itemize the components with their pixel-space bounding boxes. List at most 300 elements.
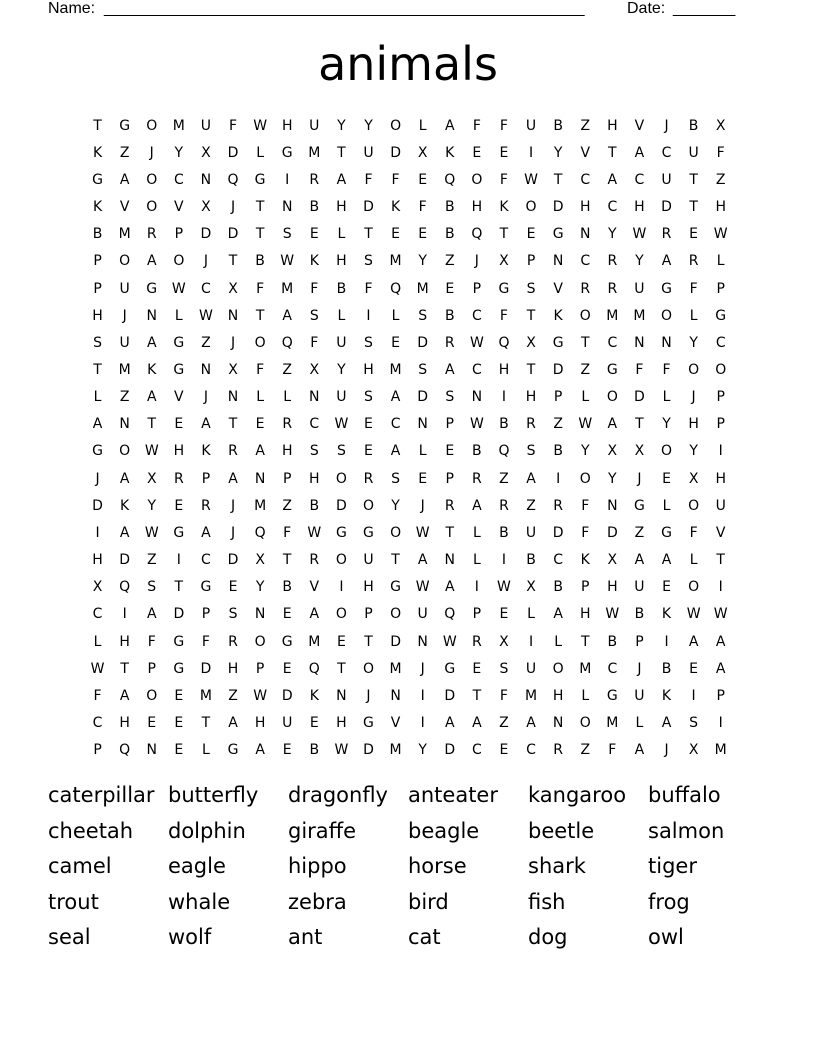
grid-letter: F bbox=[256, 361, 265, 378]
grid-letter: U bbox=[634, 687, 645, 704]
grid-letter: F bbox=[391, 171, 400, 188]
grid-letter: B bbox=[688, 117, 699, 134]
grid-letter: G bbox=[92, 171, 103, 188]
grid-letter: G bbox=[119, 117, 131, 134]
grid-letter: Q bbox=[498, 443, 510, 460]
grid-letter: V bbox=[174, 199, 184, 216]
grid-letter: O bbox=[552, 660, 564, 677]
grid-letter: G bbox=[606, 361, 618, 378]
grid-letter: J bbox=[95, 470, 100, 487]
grid-letter: D bbox=[444, 687, 456, 704]
grid-letter: W bbox=[144, 524, 159, 541]
grid-letter: H bbox=[715, 470, 726, 487]
grid-letter: N bbox=[579, 226, 591, 243]
grid-letter: H bbox=[173, 443, 185, 460]
grid-letter: M bbox=[389, 742, 402, 759]
grid-letter: G bbox=[552, 226, 564, 243]
grid-letter: E bbox=[418, 470, 428, 487]
grid-letter: D bbox=[390, 633, 401, 650]
grid-letter: T bbox=[201, 715, 211, 732]
grid-letter: L bbox=[472, 552, 481, 569]
grid-letter: L bbox=[581, 389, 590, 406]
grid-letter: O bbox=[173, 253, 185, 270]
grid-letter: L bbox=[283, 389, 292, 406]
grid-letter: O bbox=[390, 117, 402, 134]
grid-letter: L bbox=[716, 253, 725, 270]
grid-letter: D bbox=[227, 144, 239, 161]
grid-letter: W bbox=[415, 524, 430, 541]
grid-letter: B bbox=[444, 307, 455, 324]
grid-letter: M bbox=[714, 742, 727, 759]
grid-letter: L bbox=[418, 443, 427, 460]
word-list-item: salmon bbox=[648, 818, 725, 843]
grid-letter: N bbox=[471, 389, 483, 406]
grid-letter: S bbox=[364, 389, 373, 406]
grid-letter: K bbox=[201, 443, 211, 460]
grid-letter: N bbox=[417, 633, 428, 650]
grid-letter: P bbox=[93, 253, 102, 270]
grid-letter: H bbox=[119, 633, 130, 650]
grid-letter: U bbox=[282, 715, 293, 732]
grid-letter: J bbox=[420, 497, 425, 514]
word-list-item: dog bbox=[528, 925, 568, 949]
grid-letter: H bbox=[715, 199, 726, 216]
grid-letter: R bbox=[526, 416, 536, 433]
grid-letter: L bbox=[689, 552, 698, 569]
grid-letter: W bbox=[90, 660, 105, 677]
grid-letter: W bbox=[199, 307, 213, 324]
grid-letter: I bbox=[420, 715, 425, 732]
grid-letter: B bbox=[499, 524, 509, 541]
word-list-item: ant bbox=[288, 925, 323, 949]
grid-letter: O bbox=[715, 361, 727, 378]
grid-letter: V bbox=[390, 715, 401, 732]
grid-letter: E bbox=[282, 660, 292, 677]
grid-letter: K bbox=[661, 687, 672, 704]
grid-letter: N bbox=[607, 497, 618, 514]
grid-letter: Y bbox=[608, 226, 617, 243]
grid-letter: Q bbox=[254, 524, 266, 541]
grid-letter: I bbox=[95, 524, 100, 541]
word-list-item: buffalo bbox=[648, 783, 721, 807]
grid-letter: W bbox=[632, 226, 647, 243]
grid-letter: R bbox=[444, 497, 455, 514]
grid-letter: L bbox=[337, 226, 346, 243]
grid-letter: R bbox=[553, 742, 563, 759]
grid-letter: J bbox=[664, 117, 669, 134]
grid-letter: D bbox=[200, 660, 212, 677]
grid-letter: M bbox=[525, 687, 538, 704]
grid-letter: B bbox=[255, 253, 265, 270]
grid-letter: Q bbox=[281, 334, 293, 351]
grid-letter: P bbox=[93, 280, 102, 297]
grid-letter: G bbox=[173, 660, 185, 677]
grid-letter: B bbox=[336, 280, 347, 297]
grid-letter: K bbox=[390, 199, 401, 216]
grid-letter: A bbox=[661, 715, 672, 732]
grid-letter: P bbox=[282, 470, 292, 487]
grid-letter: V bbox=[119, 199, 130, 216]
grid-letter: T bbox=[635, 416, 644, 433]
grid-letter: V bbox=[715, 524, 726, 541]
grid-letter: O bbox=[579, 307, 591, 324]
grid-letter: D bbox=[417, 389, 429, 406]
grid-letter: P bbox=[472, 606, 482, 623]
grid-letter: O bbox=[390, 524, 402, 541]
grid-letter: G bbox=[661, 524, 672, 541]
grid-letter: D bbox=[552, 361, 564, 378]
grid-letter: F bbox=[635, 361, 644, 378]
word-list-item: butterfly bbox=[168, 783, 259, 807]
grid-letter: G bbox=[254, 171, 266, 188]
grid-letter: C bbox=[661, 144, 672, 161]
grid-letter: G bbox=[552, 334, 564, 351]
grid-letter: L bbox=[256, 144, 265, 161]
grid-letter: N bbox=[552, 715, 564, 732]
grid-letter: B bbox=[499, 416, 509, 433]
grid-letter: D bbox=[227, 226, 239, 243]
grid-letter: J bbox=[230, 199, 236, 216]
grid-letter: O bbox=[146, 117, 158, 134]
grid-letter: F bbox=[472, 117, 481, 134]
grid-letter: S bbox=[499, 660, 509, 677]
grid-letter: M bbox=[416, 280, 429, 297]
grid-letter: I bbox=[718, 443, 723, 460]
grid-letter: T bbox=[255, 226, 265, 243]
grid-letter: X bbox=[499, 633, 509, 650]
grid-letter: T bbox=[526, 307, 536, 324]
grid-letter: N bbox=[200, 171, 212, 188]
grid-letter: S bbox=[418, 307, 428, 324]
grid-letter: C bbox=[309, 416, 320, 433]
grid-letter: E bbox=[228, 579, 238, 596]
grid-letter: R bbox=[363, 470, 374, 487]
grid-letter: A bbox=[255, 742, 265, 759]
grid-letter: O bbox=[254, 334, 266, 351]
grid-letter: A bbox=[634, 144, 645, 161]
grid-letter: D bbox=[390, 144, 401, 161]
grid-letter: L bbox=[662, 497, 671, 514]
grid-letter: H bbox=[552, 687, 564, 704]
grid-letter: T bbox=[93, 117, 102, 134]
word-list-item: hippo bbox=[288, 854, 347, 878]
grid-letter: A bbox=[661, 253, 672, 270]
grid-letter: R bbox=[309, 552, 320, 569]
grid-letter: R bbox=[661, 226, 672, 243]
grid-letter: M bbox=[254, 497, 267, 514]
grid-letter: D bbox=[634, 389, 645, 406]
grid-letter: D bbox=[363, 199, 374, 216]
grid-letter: H bbox=[336, 715, 347, 732]
grid-letter: W bbox=[686, 606, 701, 623]
grid-letter: A bbox=[715, 660, 726, 677]
word-list-item: eagle bbox=[168, 854, 226, 878]
grid-letter: B bbox=[661, 660, 672, 677]
grid-letter: S bbox=[526, 280, 536, 297]
grid-letter: X bbox=[309, 361, 320, 378]
grid-letter: Z bbox=[634, 524, 645, 541]
grid-letter: Y bbox=[391, 497, 400, 514]
grid-letter: H bbox=[525, 389, 537, 406]
word-list-item: kangaroo bbox=[528, 783, 627, 807]
word-list-item: frog bbox=[648, 889, 690, 914]
grid-letter: N bbox=[254, 606, 266, 623]
grid-letter: Z bbox=[444, 253, 455, 270]
grid-letter: K bbox=[92, 199, 103, 216]
grid-letter: E bbox=[499, 742, 509, 759]
grid-letter: P bbox=[716, 389, 725, 406]
grid-letter: I bbox=[339, 579, 344, 596]
grid-letter: R bbox=[471, 470, 482, 487]
grid-letter: J bbox=[664, 742, 669, 759]
grid-letter: Q bbox=[308, 660, 320, 677]
grid-letter: D bbox=[336, 497, 347, 514]
grid-letter: A bbox=[553, 606, 563, 623]
grid-letter: E bbox=[391, 226, 400, 243]
grid-letter: V bbox=[174, 389, 184, 406]
grid-letter: H bbox=[607, 579, 618, 596]
grid-letter: W bbox=[253, 687, 268, 704]
grid-letter: C bbox=[173, 171, 184, 188]
grid-letter: E bbox=[445, 443, 455, 460]
grid-letter: E bbox=[689, 660, 699, 677]
grid-letter: I bbox=[176, 552, 181, 569]
grid-letter: O bbox=[119, 253, 131, 270]
grid-letter: A bbox=[417, 552, 428, 569]
grid-letter: T bbox=[499, 226, 509, 243]
grid-letter: A bbox=[661, 552, 672, 569]
grid-letter: P bbox=[201, 470, 211, 487]
grid-letter: C bbox=[553, 552, 564, 569]
grid-letter: T bbox=[391, 552, 400, 569]
grid-letter: S bbox=[228, 606, 238, 623]
grid-letter: O bbox=[146, 199, 158, 216]
grid-letter: A bbox=[119, 171, 130, 188]
grid-letter: J bbox=[420, 660, 425, 677]
grid-letter: I bbox=[366, 307, 371, 324]
grid-letter: I bbox=[122, 606, 127, 623]
grid-letter: X bbox=[201, 199, 211, 216]
grid-letter: H bbox=[634, 199, 645, 216]
grid-letter: D bbox=[200, 226, 212, 243]
grid-letter: A bbox=[472, 715, 482, 732]
grid-letter: N bbox=[146, 742, 157, 759]
grid-letter: C bbox=[526, 742, 536, 759]
grid-letter: Y bbox=[174, 144, 184, 161]
grid-letter: P bbox=[93, 742, 102, 759]
grid-letter: P bbox=[445, 470, 454, 487]
grid-letter: J bbox=[366, 687, 371, 704]
grid-letter: J bbox=[230, 497, 236, 514]
grid-letter: E bbox=[689, 226, 699, 243]
grid-letter: Y bbox=[418, 742, 427, 759]
grid-letter: A bbox=[390, 389, 401, 406]
grid-letter: N bbox=[227, 307, 239, 324]
grid-letter: M bbox=[389, 660, 402, 677]
grid-letter: R bbox=[146, 226, 157, 243]
grid-letter: L bbox=[337, 307, 346, 324]
grid-letter: N bbox=[390, 687, 401, 704]
grid-letter: K bbox=[309, 253, 319, 270]
grid-letter: O bbox=[661, 443, 673, 460]
grid-letter: Z bbox=[553, 416, 563, 433]
grid-letter: A bbox=[119, 524, 130, 541]
grid-letter: N bbox=[119, 416, 130, 433]
grid-letter: F bbox=[608, 742, 617, 759]
grid-letter: J bbox=[203, 253, 208, 270]
grid-letter: S bbox=[282, 226, 292, 243]
grid-letter: U bbox=[363, 144, 374, 161]
grid-letter: T bbox=[472, 687, 482, 704]
grid-letter: X bbox=[228, 361, 238, 378]
grid-letter: Q bbox=[498, 334, 510, 351]
grid-letter: G bbox=[227, 742, 239, 759]
grid-letter: W bbox=[497, 579, 511, 596]
grid-letter: T bbox=[526, 361, 536, 378]
grid-letter: C bbox=[634, 171, 645, 188]
grid-letter: P bbox=[716, 280, 725, 297]
grid-letter: R bbox=[173, 470, 184, 487]
grid-letter: D bbox=[363, 742, 374, 759]
grid-letter: T bbox=[553, 171, 563, 188]
grid-letter: L bbox=[93, 633, 102, 650]
grid-letter: B bbox=[444, 199, 455, 216]
grid-letter: F bbox=[716, 144, 725, 161]
grid-letter: A bbox=[119, 687, 130, 704]
grid-letter: X bbox=[417, 144, 428, 161]
grid-letter: W bbox=[469, 334, 484, 351]
grid-letter: P bbox=[147, 660, 156, 677]
grid-letter: B bbox=[553, 443, 563, 460]
word-list-item: tiger bbox=[648, 854, 697, 878]
grid-letter: O bbox=[606, 389, 618, 406]
grid-letter: R bbox=[471, 633, 482, 650]
grid-letter: R bbox=[607, 280, 618, 297]
grid-letter: W bbox=[578, 416, 593, 433]
grid-letter: G bbox=[363, 715, 374, 732]
grid-letter: T bbox=[364, 633, 373, 650]
grid-letter: W bbox=[524, 171, 538, 188]
grid-letter: P bbox=[581, 579, 590, 596]
grid-letter: P bbox=[364, 606, 373, 623]
grid-letter: S bbox=[689, 715, 699, 732]
grid-letter: X bbox=[92, 579, 103, 596]
grid-letter: E bbox=[147, 715, 157, 732]
grid-letter: W bbox=[171, 280, 186, 297]
grid-letter: B bbox=[282, 579, 292, 596]
grid-letter: C bbox=[390, 416, 401, 433]
grid-letter: D bbox=[173, 606, 185, 623]
grid-letter: E bbox=[499, 606, 509, 623]
grid-letter: A bbox=[390, 443, 401, 460]
grid-letter: N bbox=[417, 416, 428, 433]
grid-letter: D bbox=[119, 552, 131, 569]
word-list-item: beetle bbox=[528, 818, 595, 843]
grid-letter: F bbox=[499, 117, 508, 134]
grid-letter: F bbox=[310, 280, 319, 297]
grid-letter: L bbox=[554, 633, 563, 650]
grid-letter: T bbox=[716, 552, 725, 569]
grid-letter: Y bbox=[364, 117, 373, 134]
grid-letter: P bbox=[526, 253, 536, 270]
grid-letter: J bbox=[149, 144, 154, 161]
grid-letter: Z bbox=[499, 715, 509, 732]
word-list-item: zebra bbox=[288, 889, 347, 914]
grid-letter: M bbox=[308, 633, 321, 650]
grid-letter: X bbox=[526, 334, 536, 351]
grid-letter: G bbox=[444, 660, 456, 677]
grid-letter: D bbox=[552, 199, 564, 216]
grid-letter: R bbox=[282, 416, 293, 433]
grid-letter: F bbox=[499, 171, 508, 188]
grid-letter: Y bbox=[662, 416, 671, 433]
grid-letter: E bbox=[499, 144, 509, 161]
grid-letter: A bbox=[526, 470, 536, 487]
grid-letter: F bbox=[228, 117, 238, 134]
grid-letter: D bbox=[92, 497, 103, 514]
grid-letter: E bbox=[174, 715, 184, 732]
grid-letter: O bbox=[661, 307, 673, 324]
grid-letter: F bbox=[147, 633, 156, 650]
grid-letter: H bbox=[92, 552, 103, 569]
grid-letter: N bbox=[309, 389, 320, 406]
grid-letter: Y bbox=[553, 144, 563, 161]
grid-letter: W bbox=[442, 633, 457, 650]
grid-letter: C bbox=[471, 361, 482, 378]
grid-letter: M bbox=[118, 226, 131, 243]
grid-letter: C bbox=[607, 334, 618, 351]
grid-letter: G bbox=[390, 579, 401, 596]
grid-letter: Z bbox=[580, 117, 591, 134]
grid-letter: C bbox=[201, 552, 211, 569]
grid-letter: M bbox=[606, 307, 619, 324]
grid-letter: I bbox=[474, 579, 479, 596]
word-list-item: whale bbox=[168, 889, 231, 914]
grid-letter: Y bbox=[689, 443, 698, 460]
grid-letter: M bbox=[606, 715, 619, 732]
grid-letter: B bbox=[444, 226, 455, 243]
grid-letter: O bbox=[119, 443, 131, 460]
grid-letter: P bbox=[201, 606, 211, 623]
grid-letter: G bbox=[363, 524, 374, 541]
grid-letter: Y bbox=[337, 361, 346, 378]
grid-letter: Y bbox=[255, 579, 265, 596]
grid-letter: R bbox=[228, 633, 238, 650]
word-list-item: fish bbox=[528, 889, 566, 914]
grid-letter: K bbox=[147, 361, 157, 378]
grid-letter: B bbox=[472, 443, 482, 460]
grid-letter: A bbox=[255, 443, 265, 460]
grid-letter: I bbox=[718, 715, 723, 732]
grid-letter: B bbox=[309, 497, 320, 514]
grid-letter: W bbox=[605, 606, 620, 623]
grid-letter: K bbox=[661, 606, 672, 623]
grid-letter: C bbox=[471, 307, 482, 324]
grid-letter: P bbox=[716, 687, 725, 704]
word-list-item: dolphin bbox=[168, 818, 246, 843]
grid-letter: C bbox=[607, 660, 618, 677]
grid-letter: E bbox=[418, 171, 428, 188]
grid-letter: E bbox=[472, 660, 482, 677]
grid-letter: H bbox=[579, 606, 591, 623]
grid-letter: Y bbox=[337, 117, 346, 134]
grid-letter: L bbox=[662, 389, 671, 406]
grid-letter: X bbox=[255, 552, 265, 569]
header bbox=[0, 0, 816, 20]
grid-letter: S bbox=[336, 443, 346, 460]
grid-letter: S bbox=[418, 361, 428, 378]
grid-letter: R bbox=[444, 334, 455, 351]
